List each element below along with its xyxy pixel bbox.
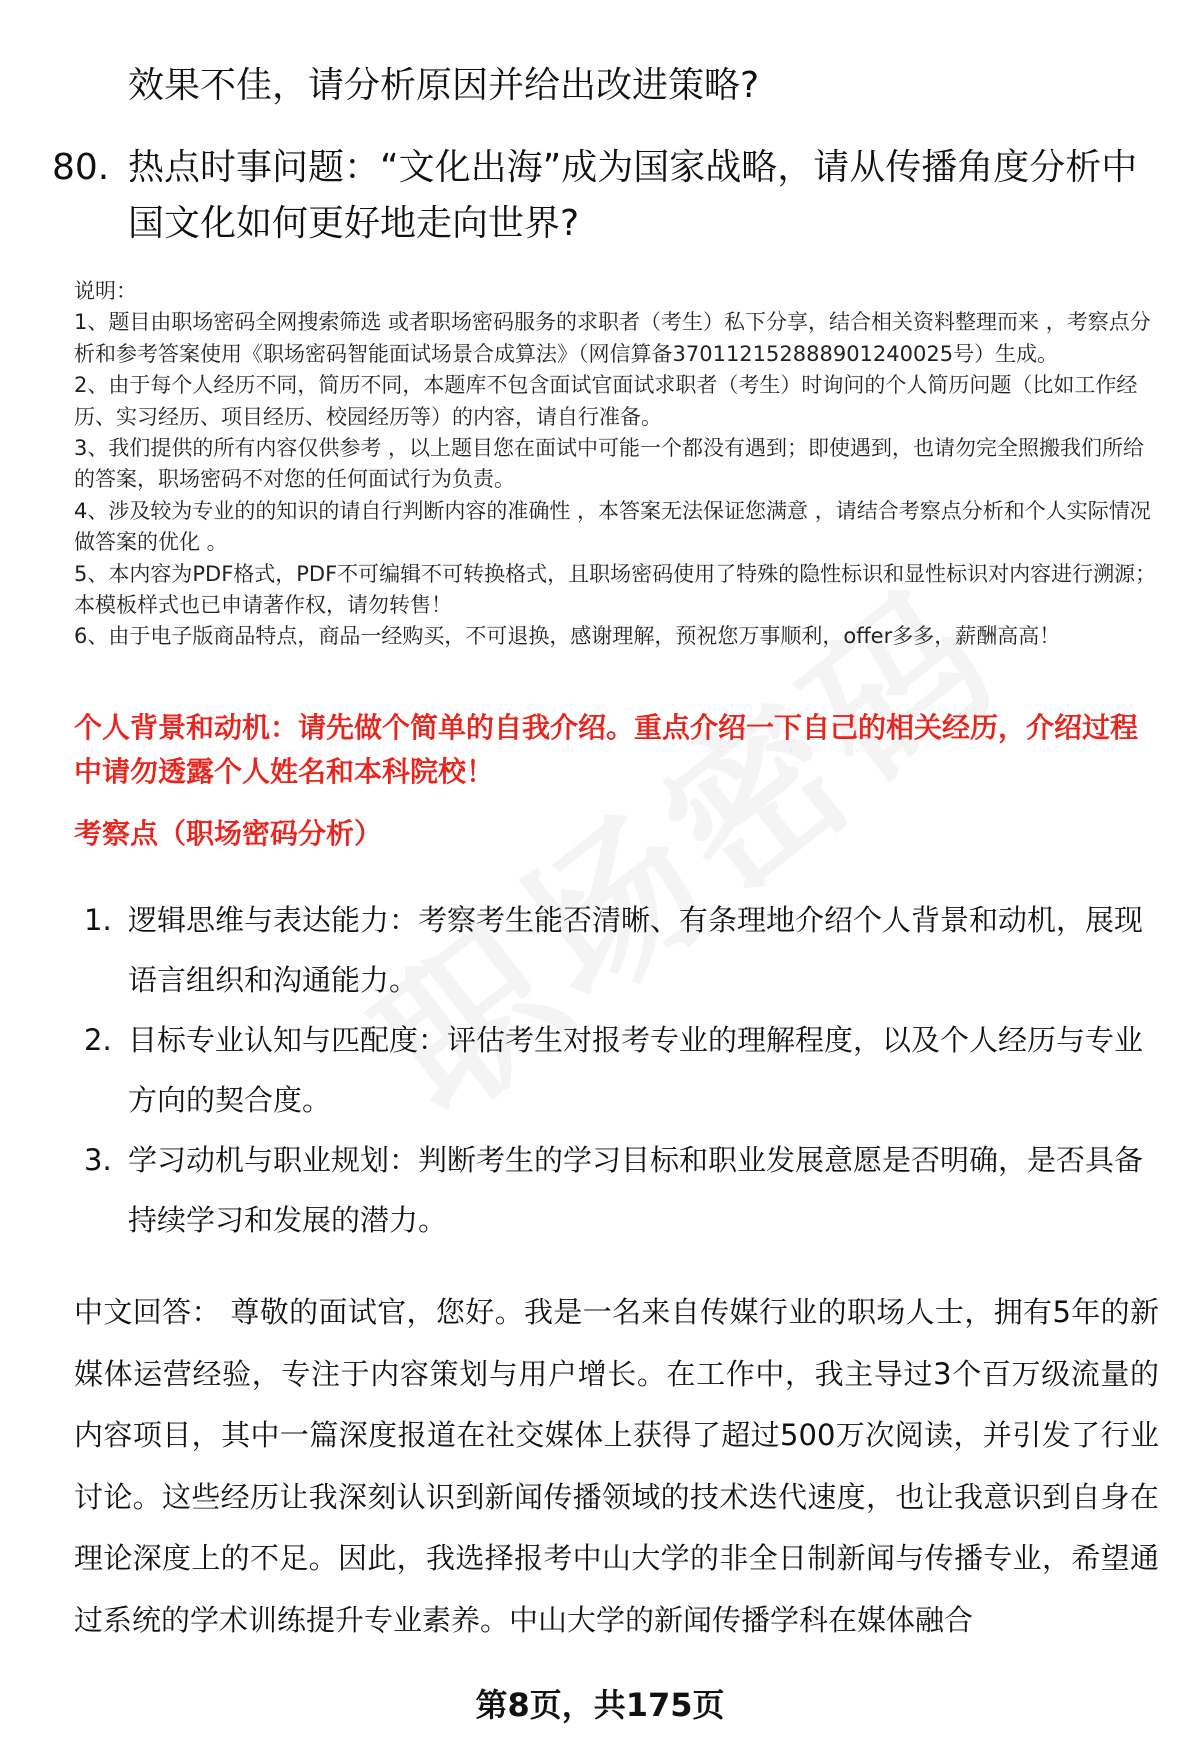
- note-item: 5、本内容为PDF格式，PDF不可编辑不可转换格式，且职场密码使用了特殊的隐性标识和显性标识对内容进行溯源；本模板样式也已申请著作权，请勿转售！: [74, 561, 1157, 618]
- analysis-point: [84, 890, 1159, 1010]
- analysis-point-number: 1.: [84, 903, 112, 937]
- question-continuation: 效果不佳，请分析原因并给出改进策略?: [128, 65, 760, 106]
- analysis-point-text: 学习动机与职业规划：判断考生的学习目标和职业发展意愿是否明确，是否具备持续学习和发展的潜力。: [128, 1143, 1144, 1237]
- analysis-heading: 考察点（职场密码分析）: [74, 817, 383, 850]
- analysis-point-number: 3.: [84, 1143, 112, 1177]
- question-number: 80.: [52, 147, 110, 188]
- answer-text: 中文回答： 尊敬的面试官，您好。我是一名来自传媒行业的职场人士，拥有5年的新媒体运营经验，专注于内容策划与用户增长。在工作中，我主导过3个百万级流量的内容项目，其中一篇深度报道在社交媒体上获得了超过500万次阅读，并引发了行业讨论。这些经历让我深刻认识到新闻传播领域的技术迭代速度，也让我意识到自身在理论深度上的不足。因此，我选择报考中山大学的非全日制新闻与传播专业，希望通过系统的学术训练提升专业素养。中山大学的新闻传播学科在媒体融合: [74, 1295, 1159, 1637]
- page-footer: 第8页，共175页: [475, 1686, 725, 1724]
- note-item: 2、由于每个人经历不同，简历不同，本题库不包含面试官面试求职者（考生）时询问的个人简历问题（比如工作经历、实习经历、项目经历、校园经历等）的内容，请自行准备。: [74, 373, 1138, 429]
- section-heading: 个人背景和动机：请先做个简单的自我介绍。重点介绍一下自己的相关经历，介绍过程中请勿透露个人姓名和本科院校！: [74, 711, 1139, 788]
- note-item: 4、涉及较为专业的的知识的请自行判断内容的准确性 ，本答案无法保证您满意 ，请结合考察点分析和个人实际情况做答案的优化 。: [74, 498, 1151, 555]
- analysis-point-number: 2.: [84, 1023, 112, 1057]
- analysis-point: [84, 1130, 1159, 1250]
- analysis-point-text: 逻辑思维与表达能力：考察考生能否清晰、有条理地介绍个人背景和动机，展现语言组织和沟通能力。: [128, 903, 1144, 997]
- question-text: 热点时事问题：“文化出海”成为国家战略，请从传播角度分析中国文化如何更好地走向世界?: [128, 147, 1138, 244]
- note-item: 6、由于电子版商品特点，商品一经购买，不可退换，感谢理解，预祝您万事顺利，offer多多，薪酬高高！: [74, 624, 1061, 649]
- notes-section: [74, 276, 1159, 653]
- analysis-point: [84, 1010, 1159, 1130]
- note-item: 3、我们提供的所有内容仅供参考 ，以上题目您在面试中可能一个都没有遇到；即使遇到，也请勿完全照搬我们所给的答案，职场密码不对您的任何面试行为负责。: [74, 436, 1145, 492]
- question-80: [52, 140, 1162, 252]
- analysis-list: [84, 890, 1159, 1250]
- notes-title: 说明：: [74, 279, 137, 303]
- analysis-point-text: 目标专业认知与匹配度：评估考生对报考专业的理解程度，以及个人经历与专业方向的契合度。: [128, 1023, 1144, 1117]
- note-item: 1、题目由职场密码全网搜索筛选 或者职场密码服务的求职者（考生）私下分享，结合相关资料整理而来 ，考察点分析和参考答案使用《职场密码智能面试场景合成算法》（网信算备370112152888901240025号）生成。: [74, 310, 1151, 366]
